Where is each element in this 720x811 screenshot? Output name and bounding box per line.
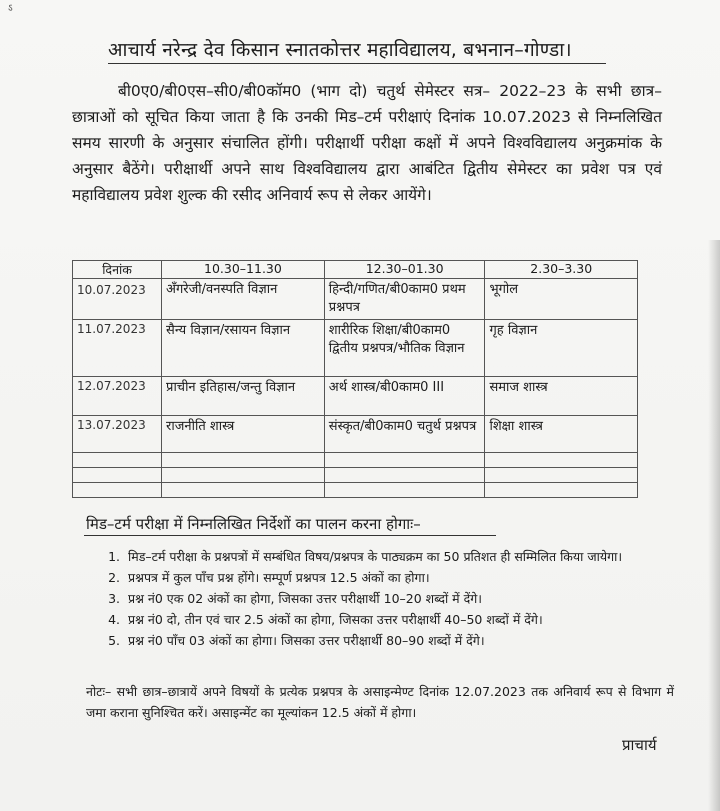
row-slot3 bbox=[485, 416, 638, 453]
row-slot2 bbox=[324, 416, 485, 453]
row-slot2 bbox=[324, 377, 485, 416]
cell-text: अर्थ शास्त्र/बी0काम0 III bbox=[328, 380, 445, 395]
instruction-item: 5. प्रश्न नं0 पाँच 03 अंकों का होगा। जिसका उत्तर परीक्षार्थी 80–90 शब्दों में देंगे। bbox=[124, 630, 720, 651]
blank-row bbox=[73, 468, 638, 483]
instruction-item: 4. प्रश्न नं0 दो, तीन एवं चार 2.5 अंकों का होगा, जिसका उत्तर परीक्षार्थी 40–50 शब्दों में देंगे। bbox=[124, 609, 720, 630]
cell-text: गृह विज्ञान bbox=[489, 323, 538, 338]
blank-row bbox=[73, 483, 638, 498]
instruction-item: 1. मिड–टर्म परीक्षा के प्रश्नपत्रों में सम्बंधित विषय/प्रश्नपत्र के पाठ्यक्रम का 50 प्रतिशत ही सम्मिलित किया जायेगा। bbox=[124, 546, 720, 567]
college-title-underline bbox=[108, 63, 606, 64]
cell-text: अँगरेजी/वनस्पति विज्ञान bbox=[166, 282, 278, 297]
principal-signature: प्राचार्य bbox=[622, 736, 657, 754]
cell-text: सैन्य विज्ञान/रसायन विज्ञान bbox=[166, 323, 291, 338]
cell-text: हिन्दी/गणित/बी0काम0 प्रथम प्रश्नपत्र bbox=[328, 282, 466, 315]
page-edge-shadow bbox=[708, 240, 720, 811]
college-title: आचार्य नरेन्द्र देव किसान स्नातकोत्तर महाविद्यालय, बभनान–गोण्डा। bbox=[108, 39, 572, 61]
instructions-title: मिड–टर्म परीक्षा में निम्नलिखित निर्देशों का पालन करना होगाः– bbox=[86, 515, 421, 533]
row-slot3 bbox=[485, 377, 638, 416]
notice-paragraph-text: बी0ए0/बी0एस–सी0/बी0कॉम0 (भाग दो) चतुर्थ सेमेस्टर सत्र– 2022–23 के सभी छात्र– छात्राओं को सूचित किया जाता है कि उनकी मिड–टर्म परीक्षाएं दिनांक 10.07.2023 से निम्नलिखित समय सारणी के अनुसार संचालित होंगी। परीक्षार्थी परीक्षा कक्षों में अपने विश्वविद्यालय अनुक्रमांक के अनुसार बैठेंगे। परीक्षार्थी अपने साथ विश्वविद्यालय द्वारा आबंटित द्वितीय सेमेस्टर का प्रवेश पत्र एवं महाविद्यालय प्रवेश शुल्क की रसीद अनिवार्य रूप से लेकर आयेंगे। bbox=[72, 82, 662, 204]
row-date: 13.07.2023 bbox=[73, 416, 162, 453]
cell-text: समाज शास्त्र bbox=[489, 380, 548, 395]
table-header-row bbox=[73, 261, 638, 279]
cell-text: शारीरिक शिक्षा/बी0काम0 द्वितीय प्रश्नपत्र/भौतिक विज्ञान bbox=[328, 323, 465, 356]
table-row bbox=[73, 377, 638, 416]
row-slot3 bbox=[485, 279, 638, 320]
note-text: नोटः– सभी छात्र–छात्रायें अपने विषयों के प्रत्येक प्रश्नपत्र के असाइन्मेण्ट दिनांक 12.07.2023 तक अनिवार्य रूप से विभाग में जमा कराना सुनिश्चित करें। असाइन्मेंट का मूल्यांकन 12.5 अंकों में होगा। bbox=[86, 684, 674, 720]
cell-text: भूगोल bbox=[489, 282, 519, 297]
header-slot3: 2.30–3.30 bbox=[485, 261, 638, 279]
row-slot2 bbox=[324, 279, 485, 320]
top-mark: ऽ bbox=[8, 3, 13, 14]
cell-text: संस्कृत/बी0काम0 चतुर्थ प्रश्नपत्र bbox=[328, 419, 477, 434]
table-row bbox=[73, 416, 638, 453]
row-date: 11.07.2023 bbox=[73, 320, 162, 377]
instruction-item: 2. प्रश्नपत्र में कुल पाँच प्रश्न होंगे। सम्पूर्ण प्रश्नपत्र 12.5 अंकों का होगा। bbox=[124, 567, 720, 588]
row-slot1 bbox=[162, 416, 325, 453]
blank-row bbox=[73, 453, 638, 468]
instruction-item: 3. प्रश्न नं0 एक 02 अंकों का होगा, जिसका उत्तर परीक्षार्थी 10–20 शब्दों में देंगे। bbox=[124, 588, 720, 609]
row-date: 10.07.2023 bbox=[73, 279, 162, 320]
instructions-title-underline bbox=[84, 535, 496, 536]
cell-text: प्राचीन इतिहास/जन्तु विज्ञान bbox=[166, 380, 296, 395]
table-row bbox=[73, 279, 638, 320]
cell-text: शिक्षा शास्त्र bbox=[489, 419, 543, 434]
notice-paragraph bbox=[72, 78, 662, 208]
exam-schedule-table bbox=[72, 260, 638, 498]
row-slot2 bbox=[324, 320, 485, 377]
row-slot1 bbox=[162, 377, 325, 416]
row-slot3 bbox=[485, 320, 638, 377]
header-slot2: 12.30–01.30 bbox=[324, 261, 485, 279]
header-slot1: 10.30–11.30 bbox=[162, 261, 325, 279]
header-date: दिनांक bbox=[73, 261, 162, 279]
instructions-list bbox=[74, 546, 720, 651]
row-slot1 bbox=[162, 320, 325, 377]
cell-text: राजनीति शास्त्र bbox=[166, 419, 235, 434]
row-slot1 bbox=[162, 279, 325, 320]
row-date: 12.07.2023 bbox=[73, 377, 162, 416]
table-row bbox=[73, 320, 638, 377]
